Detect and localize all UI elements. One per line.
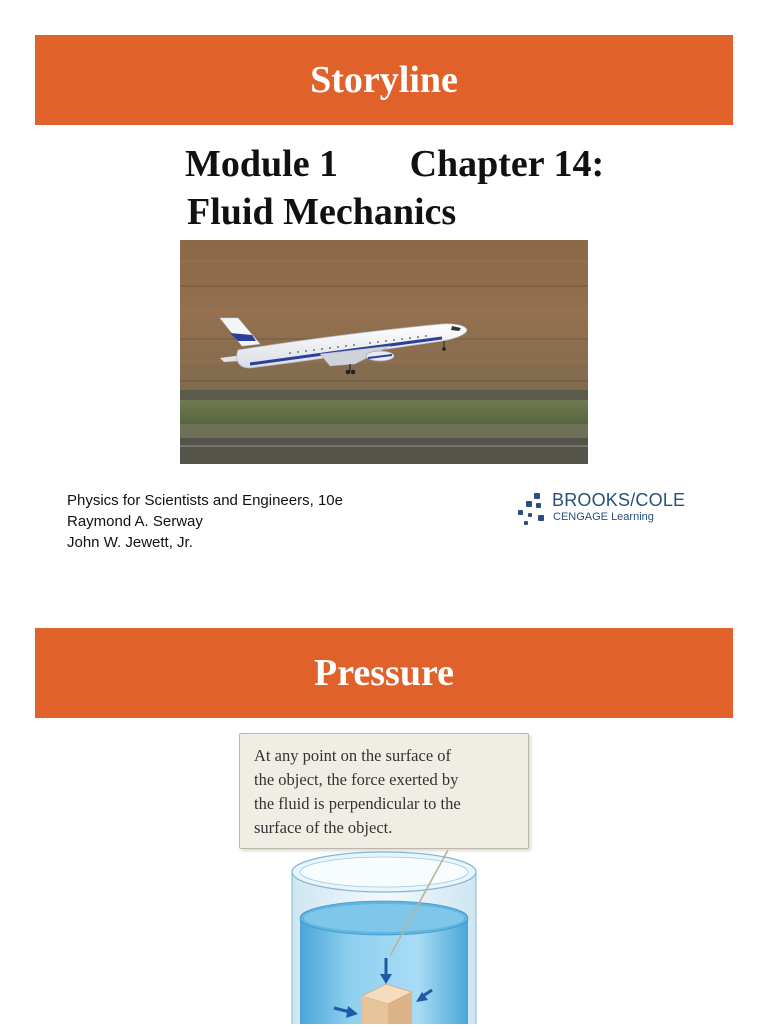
- module-label: Module 1: [185, 143, 339, 185]
- banner-title: Pressure: [313, 652, 454, 694]
- callout-line: the fluid is perpendicular to the: [254, 794, 461, 813]
- book-credits: [67, 490, 343, 553]
- callout-line: the object, the force exerted by: [254, 770, 459, 789]
- storyline-banner: [35, 35, 733, 125]
- author-2: John W. Jewett, Jr.: [67, 534, 193, 551]
- brooks-cole-logo: [508, 485, 696, 541]
- logo-dots-icon: [512, 491, 552, 531]
- callout-box: [239, 733, 529, 849]
- chapter-title: Fluid Mechanics: [187, 191, 457, 233]
- logo-brand: BROOKS/COLE: [552, 490, 686, 510]
- callout-line: At any point on the surface of: [254, 746, 452, 765]
- module-heading: [185, 142, 604, 186]
- pressure-banner: [35, 628, 733, 718]
- logo-publisher: CENGAGE Learning: [553, 511, 654, 523]
- author-1: Raymond A. Serway: [67, 513, 203, 530]
- callout-line: surface of the object.: [254, 818, 393, 837]
- chapter-label: Chapter 14:: [409, 143, 605, 185]
- banner-title: Storyline: [310, 59, 458, 101]
- fluid-container-figure: [280, 848, 490, 1024]
- book-title: Physics for Scientists and Engineers, 10e: [67, 492, 343, 509]
- airplane-takeoff-photo: [180, 240, 588, 464]
